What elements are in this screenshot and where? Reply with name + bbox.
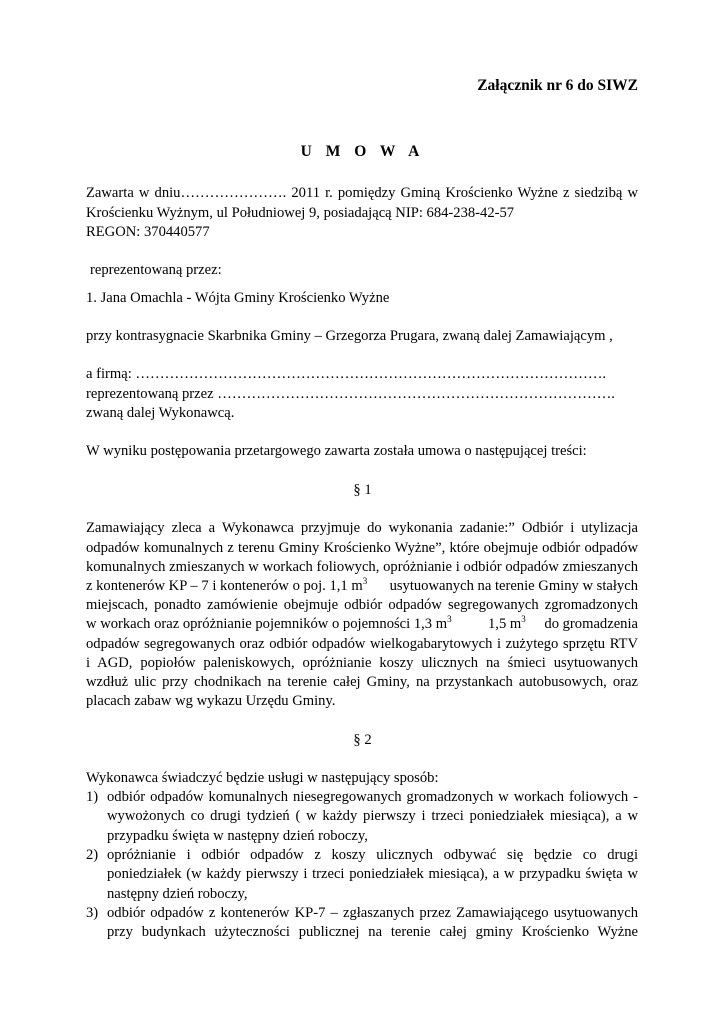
represented-by: reprezentowaną przez: bbox=[90, 262, 222, 278]
representative: 1. Jana Omachla - Wójta Gminy Krościenko Wyżne bbox=[86, 290, 390, 306]
list-number: 3) bbox=[86, 905, 99, 921]
s1-line-6: w workach oraz opróżnianie pojemników o pojemności 1,3 $m^3$ bbox=[86, 614, 452, 632]
s1-line-7: odpadów segregowanych oraz odbiór odpadów wielkogabarytowych i zużytego sprzętu RTV bbox=[86, 636, 638, 652]
list-number: 1) bbox=[86, 789, 99, 805]
s1-line-1: Zamawiający zleca a Wykonawca przyjmuje do wykonania zadanie:” Odbiór i utylizacja bbox=[86, 520, 638, 536]
s1-line-10: placach zabaw wg wykazu Urzędu Gminy. bbox=[86, 693, 336, 709]
s2-intro: Wykonawca świadczyć będzie usługi w następujący sposób: bbox=[86, 770, 439, 786]
result-sentence: W wyniku postępowania przetargowego zawarta została umowa o następującej treści: bbox=[86, 443, 587, 459]
document-title: U M O W A bbox=[300, 143, 425, 160]
intro-line-1: Zawarta w dniu…………………. 2011 r. pomiędzy Gminą Krościenko Wyżne z siedzibą w bbox=[86, 185, 638, 201]
annex-label: Załącznik nr 6 do SIWZ bbox=[477, 77, 638, 94]
s2-item-1-line-3: przypadku święta w następny dzień roboczy, bbox=[107, 828, 368, 844]
contractor-called: zwaną dalej Wykonawcą. bbox=[86, 405, 235, 421]
s2-item-1-line-2: wywożonych co drugi tydzień ( w każdy pierwszy i trzeci poniedziałek miesiąca), a w bbox=[107, 808, 638, 824]
superscript-3: 3 bbox=[447, 614, 452, 625]
s2-item-1-line-1: odbiór odpadów komunalnych niesegregowanych gromadzonych w workach foliowych - bbox=[107, 789, 638, 805]
s2-item-2-line-1: opróżnianie i odbiór odpadów z koszy ulicznych odbywać się będzie co drugi bbox=[107, 847, 638, 863]
s2-item-2-line-2: poniedziałek (w każdy pierwszy i trzeci poniedziałek miesiąca), a w przypadku święta w bbox=[107, 866, 638, 882]
s1-line-2: odpadów komunalnych z terenu Gminy Krościenko Wyżne”, które obejmuje odbiór odpadów bbox=[86, 540, 638, 556]
s2-item-3-line-1: odbiór odpadów z kontenerów KP-7 – zgłaszanych przez Zamawiającego usytuowanych bbox=[107, 905, 638, 921]
contractor-representative: reprezentowaną przez ………………………………………………………………………. bbox=[86, 386, 615, 402]
intro-line-2: Krościenku Wyżnym, ul Południowej 9, posiadającą NIP: 684-238-42-57 bbox=[86, 205, 515, 221]
s1-line-4: z kontenerów KP – 7 i kontenerów o poj. 1,1 $m^3$ bbox=[86, 576, 368, 594]
contractor-firm: a firmą: ……………………………………………………………………………………. bbox=[86, 366, 607, 382]
section-1-heading: § 1 bbox=[353, 482, 372, 498]
s1-line-9: wzdłuż ulic przy chodnikach na terenie całej Gminy, na przystankach autobusowych, oraz bbox=[86, 674, 638, 690]
intro-line-3: REGON: 370440577 bbox=[86, 224, 210, 240]
list-number: 2) bbox=[86, 847, 99, 863]
s1-line-6-mid: 1,5 $m^3$ bbox=[488, 614, 526, 632]
s1-line-4-end: usytuowanych na terenie Gminy w stałych bbox=[389, 578, 638, 594]
s1-line-3: komunalnych zmieszanych w workach foliowych, opróżnianie i odbiór odpadów zmieszanych bbox=[86, 559, 638, 575]
countersign: przy kontrasygnacie Skarbnika Gminy – Grzegorza Prugara, zwaną dalej Zamawiającym , bbox=[86, 328, 613, 344]
superscript-3: 3 bbox=[362, 576, 368, 587]
section-2-heading: § 2 bbox=[353, 732, 372, 748]
s1-line-6-end: do gromadzenia bbox=[544, 616, 638, 632]
superscript-3: 3 bbox=[521, 614, 526, 625]
s2-item-3-line-2: przy budynkach użyteczności publicznej na terenie całej gminy Krościenko Wyżne bbox=[107, 924, 638, 940]
s1-line-5: miejscach, ponadto zamówienie obejmuje odbiór odpadów segregowanych zgromadzonych bbox=[86, 597, 638, 613]
s1-line-8: i AGD, popiołów paleniskowych, opróżnianie koszy ulicznych na śmieci usytuowanych bbox=[86, 655, 638, 671]
s2-item-2-line-3: następny dzień roboczy, bbox=[107, 886, 248, 902]
